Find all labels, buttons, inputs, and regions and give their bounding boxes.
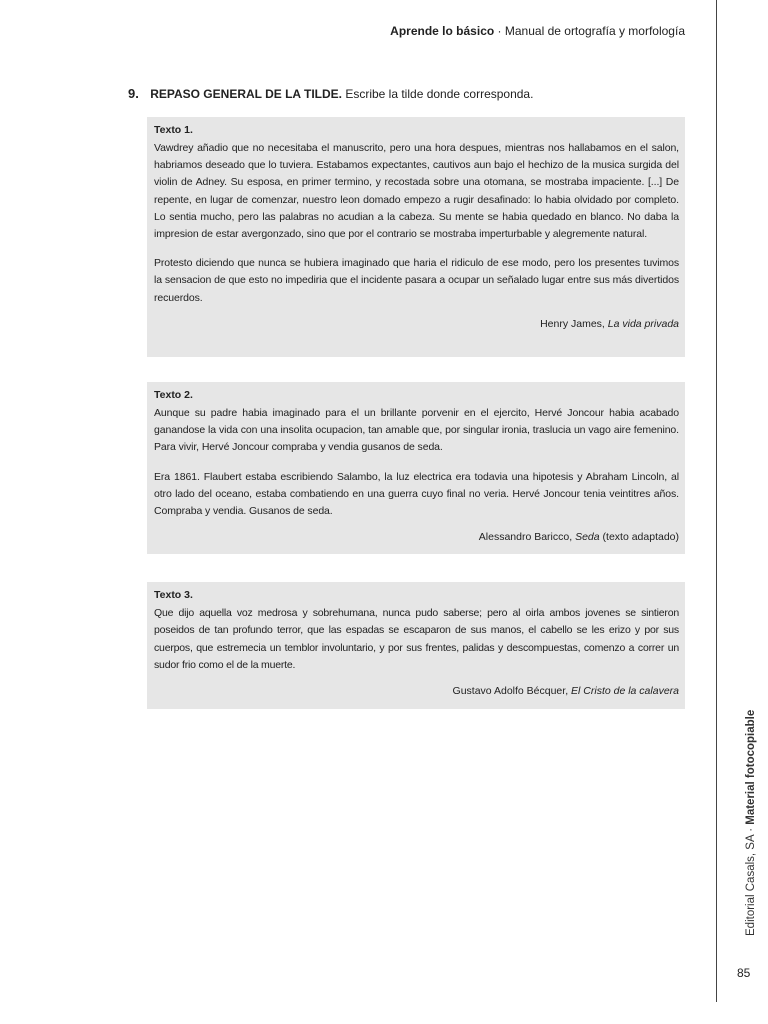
exercise-number: 9. (128, 86, 139, 101)
header-bold: Aprende lo básico (390, 24, 495, 38)
source-work: La vida privada (607, 317, 679, 330)
text-label: Texto 3. (154, 589, 193, 601)
source-work: Seda (575, 531, 600, 544)
text-source (154, 684, 679, 699)
source-note: (texto adaptado) (602, 531, 679, 544)
text-paragraph: Protesto diciendo que nunca se hubiera imaginado que haria el ridiculo de ese modo, pero los presentes tuvimos la sensacion de que esto no impediria que el incidente pasara a ocupar un señalado lugar entre sus más divertidos recuerdos. (154, 257, 679, 304)
text-label: Texto 1. (154, 124, 193, 136)
text-label: Texto 2. (154, 389, 193, 401)
text-paragraph: Aunque su padre habia imaginado para el un brillante porvenir en el ejercito, Hervé Joncour habia acabado ganandose la vida con una insolita ocupacion, tan amable que, por singular ironia, traslucia un vago aire femenino. Para vivir, Hervé Joncour compraba y vendia gusanos de seda. (154, 407, 679, 454)
text-source (154, 530, 679, 545)
exercise-instruction: Escribe la tilde donde corresponda. (345, 87, 534, 101)
header-separator: · (497, 24, 502, 38)
text-paragraph: Vawdrey añadio que no necesitaba el manuscrito, pero una hora despues, mientras nos hallabamos en el salon, habriamos deseado que lo tuviera. Estabamos expectantes, cautivos aun bajo el hechizo de la musica surgida del violin de Adney. Su esposa, en primer termino, y recostada sobre una otomana, se mostraba impaciente. [...] De repente, en lugar de comenzar, nuestro leon domado empezo a rugir desafinado: lo habia olvidado por completo. Lo sentia mucho, pero las palabras no acudian a la cabeza. Su mente se habia quedado en blanco. No daba la impresion de estar avergonzado, sino que por el contrario se mostraba imperturbable y alegremente natural. (154, 142, 679, 241)
header-rest: Manual de ortografía y morfología (504, 24, 685, 38)
page-number: 85 (737, 966, 751, 980)
sidebar-label: Material fotocopiable (745, 709, 757, 825)
source-work: El Cristo de la calavera (571, 685, 679, 698)
source-author: Henry James, (540, 317, 605, 330)
text-paragraph: Era 1861. Flaubert estaba escribiendo Salambo, la luz electrica era todavia una hipotesis y Abraham Lincoln, al otro lado del oceano, estaba combatiendo en una guerra cuyo final no veria. Hervé Joncour tenia veintitres años. Compraba y vendia. Gusanos de seda. (154, 470, 679, 518)
sidebar-publisher: Editorial Casals, SA (745, 835, 757, 936)
exercise-title: REPASO GENERAL DE LA TILDE. (150, 87, 342, 101)
text-source (154, 317, 679, 332)
exercise-heading (128, 86, 533, 101)
text-box-3 (147, 582, 685, 709)
text-box-2 (147, 382, 685, 554)
running-header (390, 24, 685, 38)
sidebar-credit (745, 710, 757, 936)
text-box-1 (147, 117, 685, 357)
text-paragraph: Que dijo aquella voz medrosa y sobrehumana, nunca pudo saberse; pero al oirla ambos jovenes se sintieron poseidos de tan profundo terror, que las espadas se escaparon de sus manos, el cabello se les erizo y por sus cuerpos, que estremecia un temblor involuntario, y por sus frentes, palidas y descompuestas, comenzo a correr un sudor frio como el de la muerte. (154, 607, 679, 671)
margin-rule (716, 0, 717, 1002)
source-author: Gustavo Adolfo Bécquer, (452, 685, 569, 698)
source-author: Alessandro Baricco, (478, 531, 573, 544)
sidebar-separator: · (745, 827, 757, 832)
